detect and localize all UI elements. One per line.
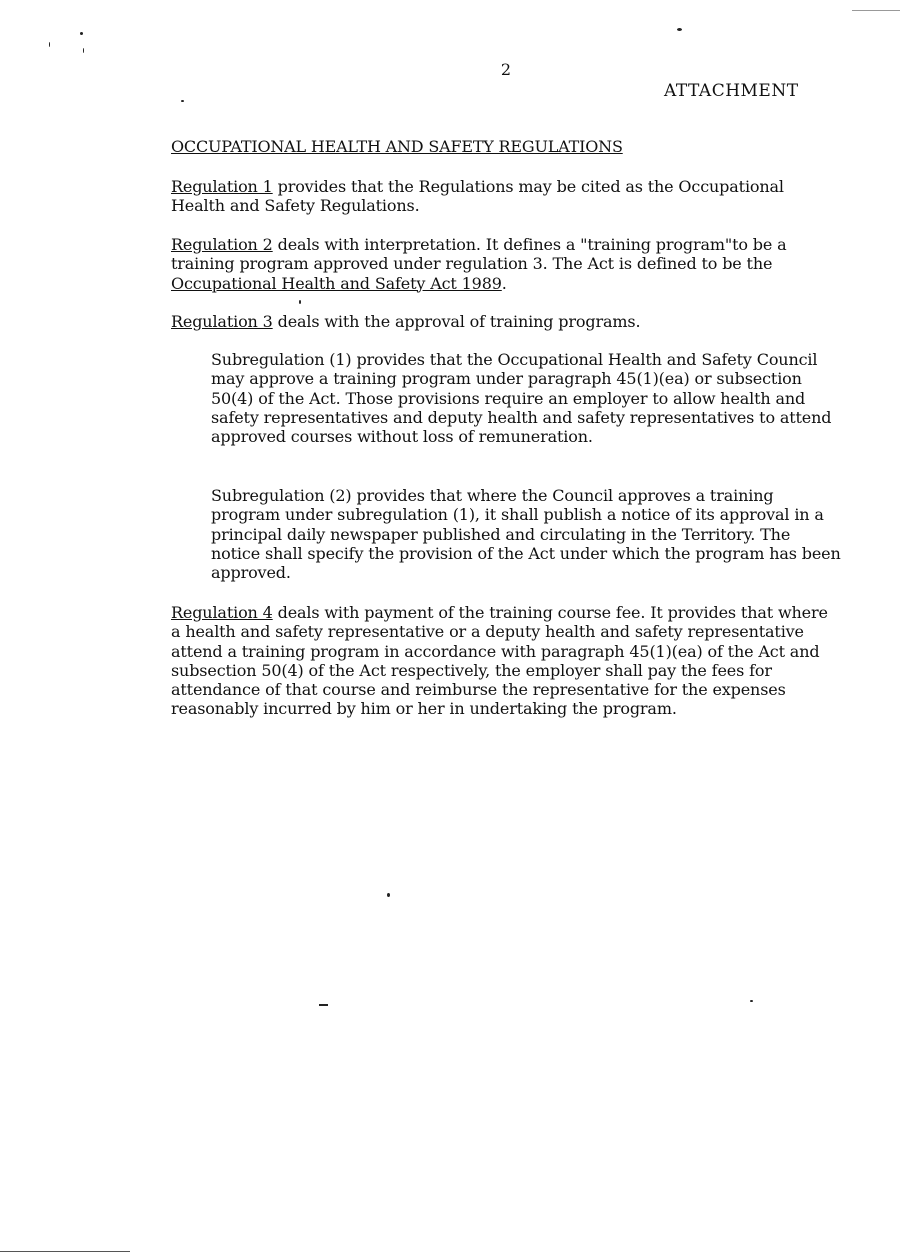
scan-speck [750, 1000, 753, 1002]
regulation-4-text: deals with payment of the training course fee. It provides that where a health and safety representative or a deputy health and safety representative attend a training program in accordance with paragraph 45(1)(ea) of the Act and subsection 50(4) of the Act respectively, the employer shall pay the fees for attendance of that course and reimburse the representative for the expenses reasonably incurred by him or her in undertaking the program. [171, 603, 828, 719]
scan-speck [299, 300, 301, 304]
subregulation-1-paragraph: Subregulation (1) provides that the Occupational Health and Safety Council may approve a training program under paragraph 45(1)(ea) or subsection 50(4) of the Act. Those provisions require an employer to allow health and safety representatives and deputy health and safety representatives to attend approved courses without loss of remuneration. [211, 350, 832, 447]
regulation-2-paragraph [171, 235, 841, 293]
regulation-2-end: . [501, 273, 507, 293]
regulation-3-text: deals with the approval of training programs. [272, 312, 641, 331]
page-number: 2 [500, 60, 512, 79]
scan-speck [83, 48, 84, 53]
attachment-label: ATTACHMENT [664, 81, 799, 101]
act-name: Occupational Health and Safety Act 1989 [171, 273, 502, 293]
regulation-1-ref: Regulation 1 [171, 177, 273, 196]
regulation-4-ref: Regulation 4 [171, 603, 273, 622]
scan-speck [80, 32, 83, 35]
regulation-2-text: deals with interpretation. It defines a "training program"to be a training program approved under regulation 3. The Act is defined to be the [171, 235, 787, 274]
regulation-3-paragraph [171, 312, 841, 331]
scan-speck [49, 42, 50, 47]
regulation-3-ref: Regulation 3 [171, 312, 273, 331]
regulation-1-paragraph [171, 177, 841, 216]
scan-speck [677, 28, 682, 31]
regulation-4-paragraph [171, 603, 841, 719]
subregulation-2-paragraph: Subregulation (2) provides that where the Council approves a training program under subregulation (1), it shall publish a notice of its approval in a principal daily newspaper published and circulating in the Territory. The notice shall specify the provision of the Act under which the program has been approved. [211, 486, 841, 583]
scan-edge-line [852, 10, 900, 11]
regulation-1-text: provides that the Regulations may be cited as the Occupational Health and Safety Regulations. [171, 177, 784, 216]
regulation-2-ref: Regulation 2 [171, 235, 273, 254]
scan-edge-line [0, 1251, 130, 1252]
document-title: OCCUPATIONAL HEALTH AND SAFETY REGULATIONS [171, 137, 623, 156]
scan-speck [181, 100, 184, 102]
scan-speck [319, 1004, 328, 1006]
scan-speck [387, 893, 390, 897]
